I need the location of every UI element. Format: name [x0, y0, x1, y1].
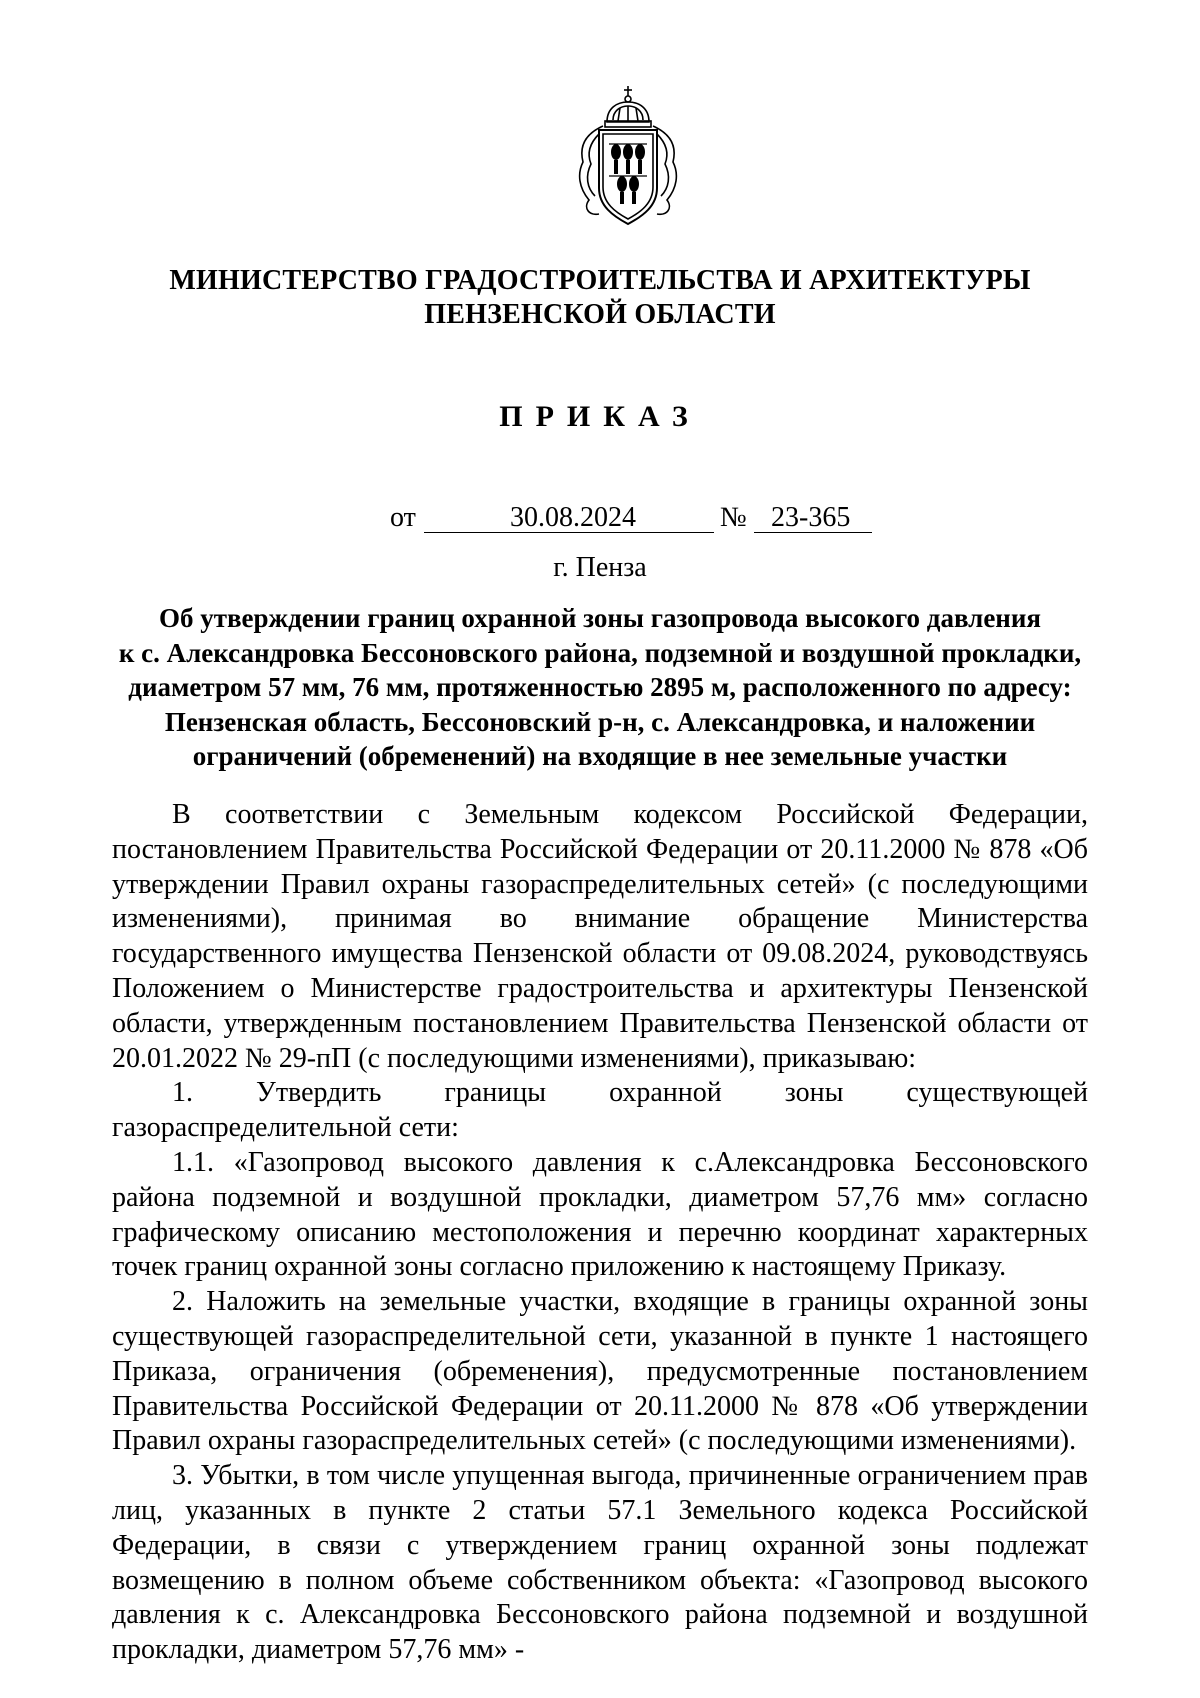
date-underline — [424, 532, 714, 533]
number-prefix: № — [720, 502, 747, 533]
subject-line: Об утверждении границ охранной зоны газопровода высокого давления — [158, 603, 1042, 633]
subject-line: ограничений (обременений) на входящие в нее земельные участки — [192, 741, 1008, 771]
body-paragraph-preamble: В соответствии с Земельным кодексом Российской Федерации, постановлением Правительства Российской Федерации от 20.11.2000 № 878 «Об утверждении Правил охраны газораспределительных сетей» (с последующими изменениями), принимая во внимание обращение Министерства государственного имущества Пензенской области от 09.08.2024, руководствуясь Положением о Министерстве градостроительства и архитектуры Пензенской области, утвержденным постановлением Правительства Пензенской области от 20.01.2022 № 29-пП (с последующими изменениями), приказываю: — [112, 799, 1088, 1074]
date-number-line — [0, 502, 1200, 536]
body-paragraph-item-3: 3. Убытки, в том числе упущенная выгода, причиненные ограничением прав лиц, указанных в пункте 2 статьи 57.1 Земельного кодекса Российской Федерации, в связи с утверждением границ охранной зоны подлежат возмещению в полном объеме собственником объекта: «Газопровод высокого давления к с. Александровка Бессоновского района подземной и воздушной прокладки, диаметром 57,76 мм» - — [112, 1460, 1088, 1666]
document-date: 30.08.2024 — [510, 502, 636, 533]
body-paragraph-item-1-1: 1.1. «Газопровод высокого давления к с.Александровка Бессоновского района подземной и воздушной прокладки, диаметром 57,76 мм» согласно графическому описанию местоположения и перечню координат характерных точек границ охранной зоны согласно приложению к настоящему Приказу. — [112, 1146, 1088, 1283]
number-underline — [754, 532, 872, 533]
subject-line: к с. Александровка Бессоновского района, подземной и воздушной прокладки, — [118, 637, 1082, 668]
date-prefix: от — [390, 502, 416, 533]
ministry-name — [120, 264, 1080, 332]
document-number: 23-365 — [771, 502, 851, 533]
body-paragraph-item-1: 1. Утвердить границы охранной зоны существующей газораспределительной сети: — [112, 1077, 1088, 1144]
subject-line: диаметром 57 мм, 76 мм, протяженностью 2895 м, расположенного по адресу: — [128, 672, 1072, 702]
body-paragraph-item-2: 2. Наложить на земельные участки, входящие в границы охранной зоны существующей газораспределительной сети, указанной в пункте 1 настоящего Приказа, ограничения (обременения), предусмотренные постановлением Правительства Российской Федерации от 20.11.2000 № 878 «Об утверждении Правил охраны газораспределительных сетей» (с последующими изменениями). — [112, 1286, 1088, 1457]
document-body — [112, 798, 1088, 1668]
ministry-name-line1: МИНИСТЕРСТВО ГРАДОСТРОИТЕЛЬСТВА И АРХИТЕКТУРЫ — [169, 265, 1031, 296]
coat-of-arms-emblem — [569, 84, 687, 232]
subject-line: Пензенская область, Бессоновский р-н, с. Александровка, и наложении — [164, 706, 1036, 737]
document-type-title: ПРИКАЗ — [499, 400, 701, 433]
ministry-name-line2: ПЕНЗЕНСКОЙ ОБЛАСТИ — [424, 299, 776, 330]
city-line: г. Пенза — [553, 552, 647, 583]
document-subject — [112, 601, 1088, 774]
